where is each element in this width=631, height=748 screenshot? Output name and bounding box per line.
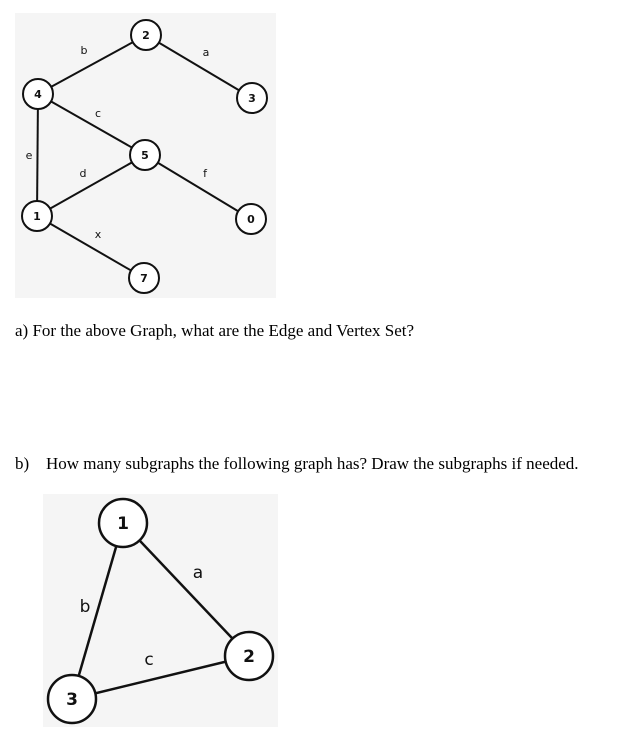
vertex-label: 7 [140, 272, 148, 285]
edge-label-c: c [144, 650, 154, 670]
edges [72, 523, 249, 699]
vertex-2 [131, 20, 161, 50]
vertex-3 [48, 675, 96, 723]
question-b [15, 454, 579, 474]
edge-label-f: f [203, 167, 207, 180]
vertex-5 [130, 140, 160, 170]
edge-label-b: b [80, 44, 88, 57]
vertex-label: 4 [34, 88, 42, 101]
question-b-text: How many subgraphs the following graph has? Draw the subgraphs if needed. [46, 454, 579, 473]
edge-f [145, 155, 251, 219]
vertex-7 [129, 263, 159, 293]
edge-a [123, 523, 249, 656]
vertex-label: 5 [141, 149, 149, 162]
graph2-svg [43, 494, 278, 727]
vertex-label: 2 [142, 29, 150, 42]
vertex-label: 1 [33, 210, 41, 223]
edge-x [37, 216, 144, 278]
vertices [22, 20, 267, 293]
edge-c [72, 656, 249, 699]
vertex-4 [23, 79, 53, 109]
edge-label-d: d [79, 167, 87, 180]
vertex-0 [236, 204, 266, 234]
question-a: a) For the above Graph, what are the Edge and Vertex Set? [15, 321, 415, 340]
vertex-3 [237, 83, 267, 113]
graph1-figure [15, 13, 276, 298]
vertex-label: 1 [117, 514, 129, 534]
question-b-label: b) [15, 454, 30, 473]
vertex-2 [225, 632, 273, 680]
vertex-label: 3 [248, 92, 256, 105]
edge-c [38, 94, 145, 155]
edge-label-x: x [94, 228, 102, 241]
vertex-label: 2 [243, 647, 255, 667]
edge-label-a: a [202, 46, 210, 59]
vertex-1 [22, 201, 52, 231]
edge-label-e: e [25, 149, 33, 162]
vertex-label: 0 [247, 213, 255, 226]
edge-d [37, 155, 145, 216]
edge-label-a: a [192, 563, 204, 583]
vertex-label: 3 [66, 690, 78, 710]
graph1-svg [15, 13, 276, 298]
graph2-figure [43, 494, 278, 727]
edge-a [146, 35, 252, 98]
vertex-1 [99, 499, 147, 547]
edge-label-c: c [94, 107, 102, 120]
edge-label-b: b [79, 597, 91, 617]
edge-b [38, 35, 146, 94]
edge-e [37, 94, 38, 216]
